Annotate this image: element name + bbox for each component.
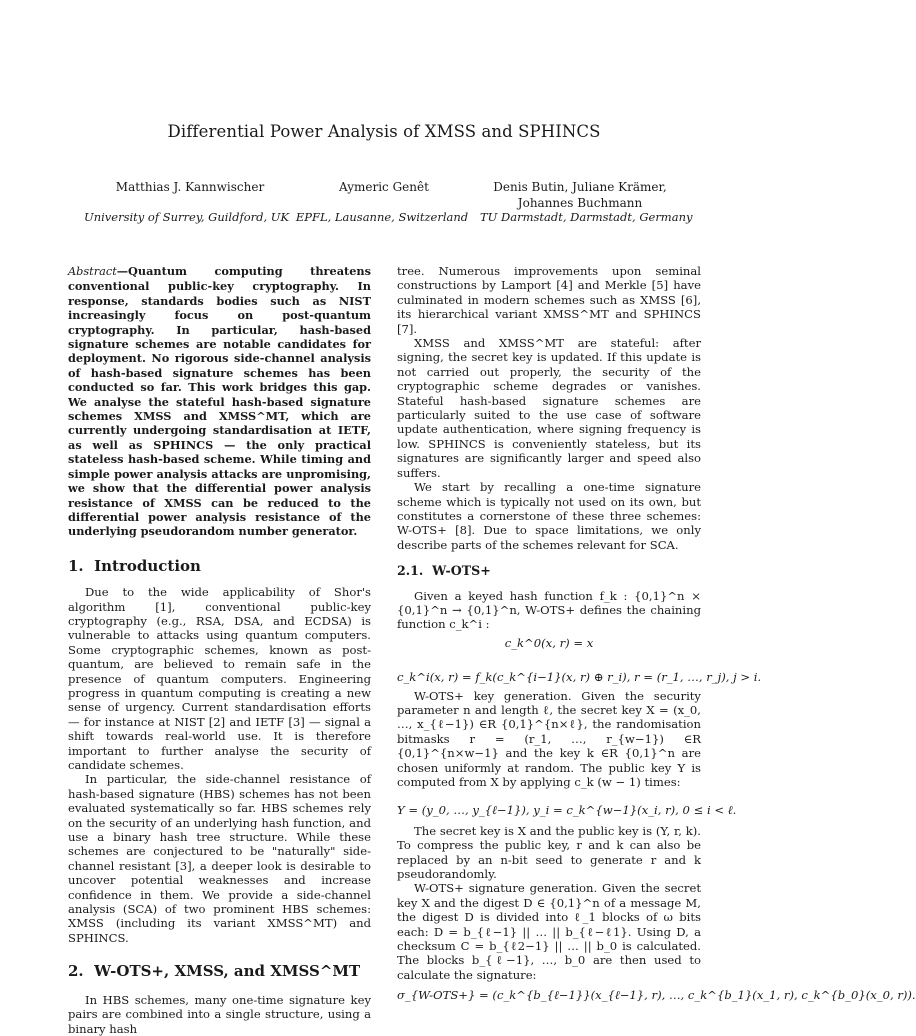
paragraph-intro-2: In particular, the side-channel resistance of hash-based signature (HBS) schemes has not been evaluated systematically so far. HBS schemes rely on the security of an underlying hash function, and use a binary hash tree structure. While these schemes are conjectured to be "naturally" side-channel resistant [3], a deeper look is desirable to uncover potential weaknesses and increase confidence in them. We provide a side-channel analysis (SCA) of two prominent HBS schemes: XMSS (including its variant XMSS^MT) and SPHINCS. <box>68 772 371 945</box>
equation-signature: σ_{W-OTS+} = (c_k^{b_{ℓ−1}}(x_{ℓ−1}, r), …, c_k^{b_1}(x_1, r), c_k^{b_0}(x_0, r)). <box>397 988 916 1003</box>
paragraph-start-recalling: We start by recalling a one-time signature scheme which is typically not used on its own, but constitutes a cornerstone of these three schemes: W-OTS+ [8]. Due to space limitations, we only describe parts of the schemes relevant for SCA. <box>397 480 701 552</box>
left-column <box>68 264 371 1036</box>
paper-title: Differential Power Analysis of XMSS and SPHINCS <box>167 122 601 141</box>
abstract-text: Quantum computing threatens conventional public-key cryptography. In response, standards bodies such as NIST increasingly focus on post-quantum cryptography. In particular, hash-based signature schemes are notable candidates for deployment. No rigorous side-channel analysis of hash-based signature schemes has been conducted so far. This work bridges this gap. We analyse the stateful hash-based signature schemes XMSS and XMSS^MT, which are currently undergoing standardisation at IETF, as well as SPHINCS — the only practical stateless hash-based scheme. While timing and simple power analysis attacks are unpromising, we show that the differential power analysis resistance of XMSS can be reduced to the differential power analysis resistance of the underlying pseudorandom number generator. <box>68 264 371 539</box>
section-heading-introduction: 1. Introduction <box>68 556 201 575</box>
paragraph-chaining-function: Given a keyed hash function f_k : {0,1}^n × {0,1}^n → {0,1}^n, W-OTS+ defines the chaining function c_k^i : <box>397 588 701 632</box>
paragraph-stateful: XMSS and XMSS^MT are stateful: after signing, the secret key is updated. If this update is not carried out properly, the security of the cryptographic scheme degrades or vanishes. Stateful hash-based signature schemes are particularly suited to the use case of software update authentication, where signing frequency is low. SPHINCS is conveniently stateless, but its signatures are significantly larger and speed also suffers. <box>397 336 701 480</box>
paragraph-hbs-schemes: In HBS schemes, many one-time signature key pairs are combined into a single structure, using a binary hash <box>68 992 371 1036</box>
equation-chain-step: c_k^i(x, r) = f_k(c_k^{i−1}(x, r) ⊕ r_i), r = (r_1, …, r_j), j > i. <box>397 670 762 685</box>
equation-public-key: Y = (y_0, …, y_{ℓ−1}), y_i = c_k^{w−1}(x_i, r), 0 ≤ i < ℓ. <box>397 803 737 818</box>
author-3: Denis Butin, Juliane Krämer, Johannes Buchmann <box>493 180 667 210</box>
affiliation-1: University of Surrey, Guildford, UK <box>84 210 290 224</box>
affiliation-2: EPFL, Lausanne, Switzerland <box>295 210 469 224</box>
paragraph-tree-improvements: tree. Numerous improvements upon seminal constructions by Lamport [4] and Merkle [5] have culminated in modern schemes such as XMSS [6], its hierarchical variant XMSS^MT and SPHINCS [7]. <box>397 264 701 336</box>
equation-chain-base: c_k^0(x, r) = x <box>504 635 594 650</box>
affiliation-3: TU Darmstadt, Darmstadt, Germany <box>480 210 693 224</box>
author-1: Matthias J. Kannwischer <box>115 180 265 194</box>
paragraph-signature-generation: W-OTS+ signature generation. Given the secret key X and the digest D ∈ {0,1}^n of a message M, the digest D is divided into ℓ_1 blocks of ω bits each: D = b_{ℓ−1} || … || b_{ℓ−ℓ1}. Using D, a checksum C = b_{ℓ2−1} || … || b_0 is calculated. The blocks b_{ℓ−1}, …, b_0 are then used to calculate the signature: <box>397 881 701 982</box>
paragraph-intro-1: Due to the wide applicability of Shor's algorithm [1], conventional public-key cryptography (e.g., RSA, DSA, and ECDSA) is vulnerable to attacks using quantum computers. Some cryptographic schemes, known as post-quantum, are believed to remain safe in the presence of quantum computers. Engineering progress in quantum computing is creating a new sense of urgency. Current standardisation efforts — for instance at NIST [2] and IETF [3] — signal a shift towards real-world use. It is therefore important to further analyse the security of candidate schemes. <box>68 585 371 772</box>
abstract-lead: Abstract <box>68 265 117 278</box>
section-heading-wots-xmss: 2. W-OTS+, XMSS, and XMSS^MT <box>68 962 361 981</box>
author-2: Aymeric Genêt <box>339 180 429 194</box>
paragraph-secret-public-key: The secret key is X and the public key is (Y, r, k). To compress the public key, r and k can also be replaced by an n-bit seed to generate r and k pseudorandomly. <box>397 823 701 882</box>
paragraph-key-generation: W-OTS+ key generation. Given the security parameter n and length ℓ, the secret key X = (x_0, …, x_{ℓ−1}) ∈R {0,1}^{n×ℓ}, the randomisation bitmasks r = (r_1, …, r_{w−1}) ∈R {0,1}^{n×w−1} and the key k ∈R {0,1}^n are chosen uniformly at random. The public key Y is computed from X by applying c_k (w − 1) times: <box>397 688 701 789</box>
abstract: Abstract—Quantum computing threatens conventional public-key cryptography. In response, standards bodies such as NIST increasingly focus on post-quantum cryptography. In particular, hash-based signature schemes are notable candidates for deployment. No rigorous side-channel analysis of hash-based signature schemes has been conducted so far. This work bridges this gap. We analyse the stateful hash-based signature schemes XMSS and XMSS^MT, which are currently undergoing standardisation at IETF, as well as SPHINCS — the only practical stateless hash-based scheme. While timing and simple power analysis attacks are unpromising, we show that the differential power analysis resistance of XMSS can be reduced to the differential power analysis resistance of the underlying pseudorandom number generator. <box>68 264 371 539</box>
right-column <box>397 264 916 1003</box>
subsection-heading-wots: 2.1. W-OTS+ <box>397 563 491 579</box>
